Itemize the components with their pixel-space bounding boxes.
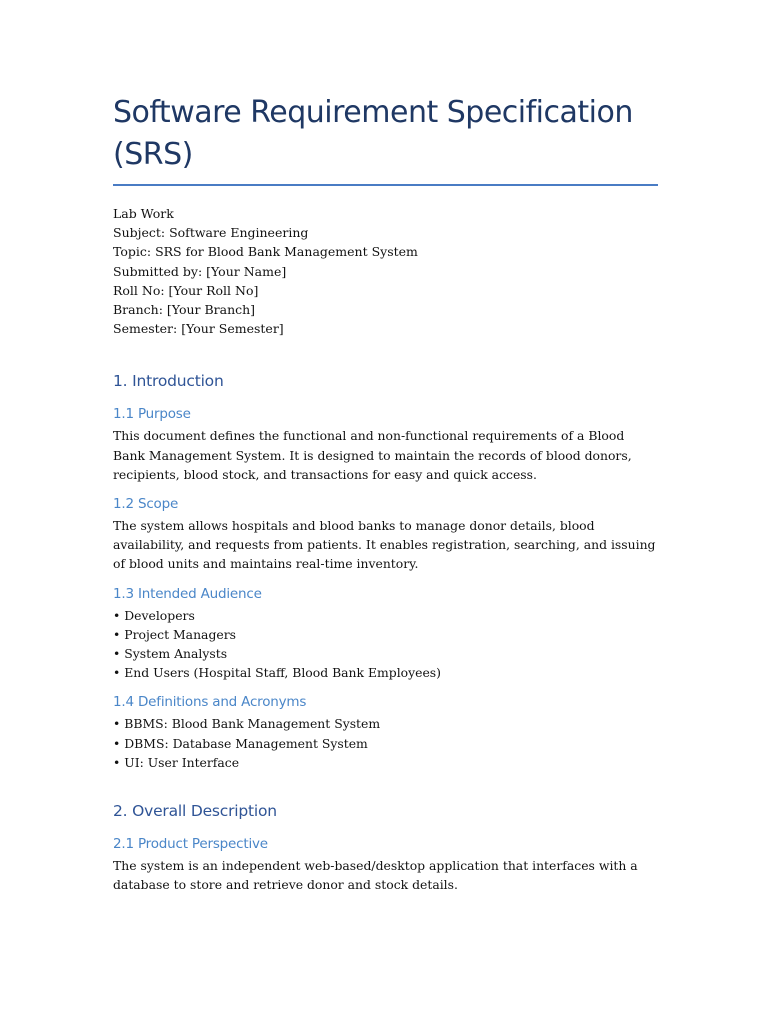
meta-line-submitted-by: Submitted by: [Your Name] <box>113 263 287 279</box>
definitions-list <box>113 714 658 772</box>
meta-line-subject: Subject: Software Engineering <box>113 225 309 241</box>
list-item: • End Users (Hospital Staff, Blood Bank Employees) <box>113 665 441 681</box>
meta-line-topic: Topic: SRS for Blood Bank Management System <box>113 244 418 260</box>
list-item: • Project Managers <box>113 626 236 642</box>
scope-paragraph: The system allows hospitals and blood banks to manage donor details, blood availability, and requests from patients. It enables registration, searching, and issuing of blood units and maintains real-time inventory. <box>113 518 656 572</box>
section-heading-introduction: 1. Introduction <box>113 372 224 391</box>
audience-list <box>113 606 658 683</box>
list-item: • UI: User Interface <box>113 754 240 770</box>
list-item: • Developers <box>113 607 195 623</box>
document-page <box>113 92 658 894</box>
meta-line-roll-no: Roll No: [Your Roll No] <box>113 282 259 298</box>
subsection-heading-purpose: 1.1 Purpose <box>113 406 191 423</box>
meta-line-semester: Semester: [Your Semester] <box>113 321 284 337</box>
subsection-heading-scope: 1.2 Scope <box>113 496 179 513</box>
list-item: • System Analysts <box>113 646 228 662</box>
section-heading-overall-description: 2. Overall Description <box>113 802 277 821</box>
meta-line-lab-work: Lab Work <box>113 206 174 221</box>
list-item: • DBMS: Database Management System <box>113 735 368 751</box>
subsection-heading-intended-audience: 1.3 Intended Audience <box>113 585 262 602</box>
meta-line-branch: Branch: [Your Branch] <box>113 302 256 318</box>
subsection-heading-definitions: 1.4 Definitions and Acronyms <box>113 694 307 711</box>
subsection-heading-product-perspective: 2.1 Product Perspective <box>113 836 268 853</box>
document-title: Software Requirement Specification (SRS) <box>113 92 658 186</box>
list-item: • BBMS: Blood Bank Management System <box>113 716 381 732</box>
cover-metadata <box>113 204 658 338</box>
product-perspective-paragraph: The system is an independent web-based/desktop application that interfaces with a database to store and retrieve donor and stock details. <box>113 858 638 893</box>
purpose-paragraph: This document defines the functional and non-functional requirements of a Blood Bank Management System. It is designed to maintain the records of blood donors, recipients, blood stock, and transactions for easy and quick access. <box>113 428 632 482</box>
